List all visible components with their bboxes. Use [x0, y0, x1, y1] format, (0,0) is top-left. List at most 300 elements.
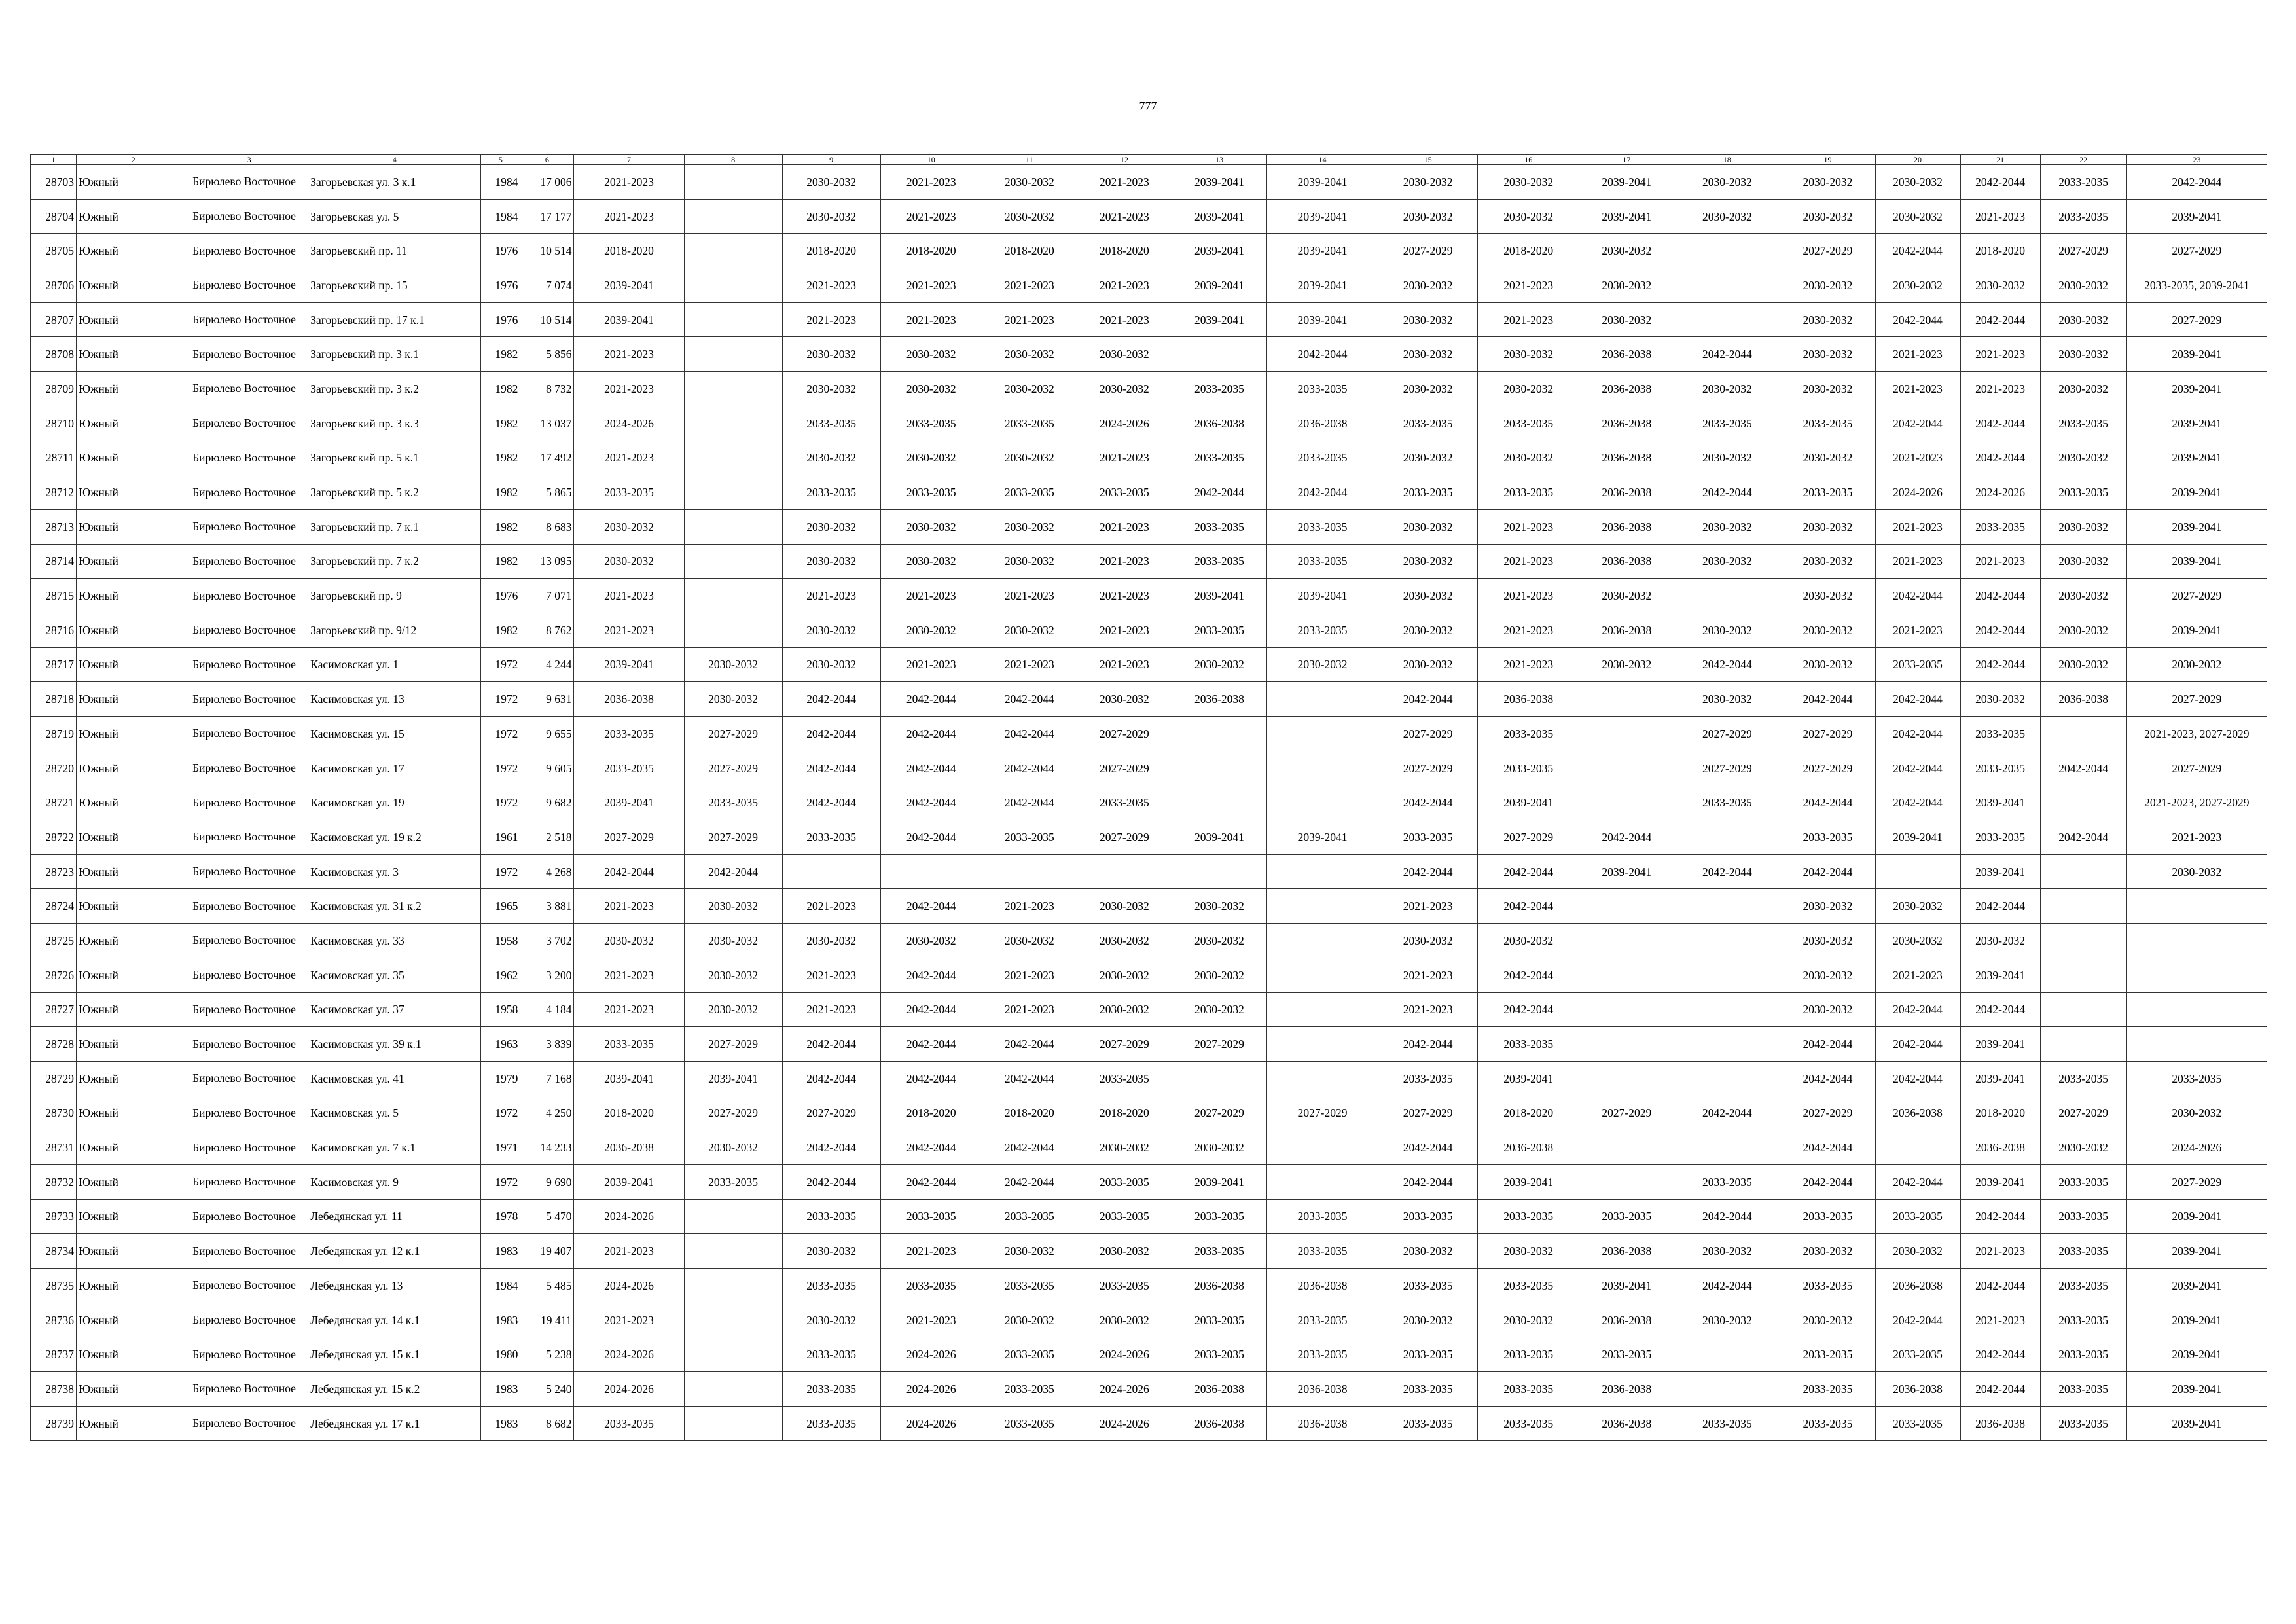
cell-col-15: 2033-2035 — [1378, 1337, 1478, 1372]
cell-address: Касимовская ул. 1 — [308, 647, 481, 682]
cell-col-13: 2030-2032 — [1172, 958, 1266, 992]
cell-col-7: 2021-2023 — [574, 1234, 684, 1269]
cell-col-14: 2039-2041 — [1267, 199, 1378, 234]
cell-row-number: 28714 — [31, 544, 77, 579]
cell-col-15: 2042-2044 — [1378, 854, 1478, 889]
cell-area: Бирюлево Восточное — [190, 958, 308, 992]
cell-col-16: 2033-2035 — [1478, 1027, 1579, 1062]
cell-area: Бирюлево Восточное — [190, 509, 308, 544]
cell-col-23: 2039-2041 — [2126, 1199, 2267, 1234]
cell-year: 1976 — [481, 268, 520, 303]
cell-area-sqm: 4 184 — [520, 992, 574, 1027]
cell-col-18 — [1674, 234, 1780, 268]
cell-col-20: 2042-2044 — [1875, 751, 1960, 785]
cell-col-12: 2033-2035 — [1077, 1061, 1172, 1096]
cell-col-10: 2042-2044 — [880, 889, 982, 924]
cell-col-10: 2021-2023 — [880, 1303, 982, 1337]
cell-col-15: 2021-2023 — [1378, 889, 1478, 924]
cell-col-14: 2030-2032 — [1267, 647, 1378, 682]
cell-col-8 — [684, 613, 782, 647]
cell-col-12: 2027-2029 — [1077, 751, 1172, 785]
table-row — [31, 337, 2267, 372]
cell-col-14: 2039-2041 — [1267, 579, 1378, 613]
cell-col-14: 2042-2044 — [1267, 337, 1378, 372]
cell-col-14: 2039-2041 — [1267, 302, 1378, 337]
cell-col-17 — [1579, 751, 1674, 785]
cell-col-12: 2021-2023 — [1077, 647, 1172, 682]
cell-district: Южный — [77, 268, 190, 303]
cell-col-11: 2033-2035 — [982, 1372, 1077, 1407]
cell-area: Бирюлево Восточное — [190, 682, 308, 717]
cell-col-20: 2030-2032 — [1875, 268, 1960, 303]
cell-col-19: 2033-2035 — [1780, 1372, 1875, 1407]
cell-col-14 — [1267, 889, 1378, 924]
cell-col-15: 2042-2044 — [1378, 1164, 1478, 1199]
cell-col-14: 2036-2038 — [1267, 406, 1378, 441]
cell-col-16: 2033-2035 — [1478, 751, 1579, 785]
cell-col-21: 2021-2023 — [1960, 337, 2040, 372]
cell-col-23: 2039-2041 — [2126, 475, 2267, 510]
cell-col-20: 2033-2035 — [1875, 1199, 1960, 1234]
cell-address: Касимовская ул. 5 — [308, 1096, 481, 1130]
table-row — [31, 544, 2267, 579]
cell-col-22: 2033-2035 — [2040, 406, 2126, 441]
cell-col-22: 2033-2035 — [2040, 1303, 2126, 1337]
cell-col-23: 2039-2041 — [2126, 544, 2267, 579]
cell-row-number: 28737 — [31, 1337, 77, 1372]
cell-col-13: 2036-2038 — [1172, 1269, 1266, 1303]
cell-col-8: 2030-2032 — [684, 889, 782, 924]
cell-col-8 — [684, 302, 782, 337]
cell-year: 1976 — [481, 579, 520, 613]
cell-col-19: 2030-2032 — [1780, 165, 1875, 200]
cell-col-8 — [684, 544, 782, 579]
cell-col-22: 2033-2035 — [2040, 475, 2126, 510]
cell-address: Загорьевский пр. 11 — [308, 234, 481, 268]
cell-col-16: 2042-2044 — [1478, 889, 1579, 924]
cell-col-12: 2021-2023 — [1077, 441, 1172, 475]
cell-col-8: 2030-2032 — [684, 924, 782, 958]
cell-col-7: 2042-2044 — [574, 854, 684, 889]
cell-col-7: 2021-2023 — [574, 372, 684, 406]
cell-district: Южный — [77, 234, 190, 268]
cell-col-23: 2030-2032 — [2126, 647, 2267, 682]
cell-col-19: 2030-2032 — [1780, 302, 1875, 337]
cell-col-17: 2033-2035 — [1579, 1337, 1674, 1372]
cell-col-13: 2027-2029 — [1172, 1096, 1266, 1130]
cell-year: 1983 — [481, 1234, 520, 1269]
cell-col-18: 2033-2035 — [1674, 406, 1780, 441]
cell-area-sqm: 2 518 — [520, 820, 574, 855]
cell-col-18: 2027-2029 — [1674, 717, 1780, 751]
cell-area-sqm: 5 856 — [520, 337, 574, 372]
cell-year: 1979 — [481, 1061, 520, 1096]
cell-col-12: 2033-2035 — [1077, 475, 1172, 510]
cell-col-17: 2030-2032 — [1579, 302, 1674, 337]
cell-col-14: 2033-2035 — [1267, 372, 1378, 406]
cell-col-10: 2030-2032 — [880, 924, 982, 958]
cell-col-18: 2030-2032 — [1674, 372, 1780, 406]
cell-row-number: 28703 — [31, 165, 77, 200]
cell-col-13 — [1172, 785, 1266, 820]
cell-area-sqm: 5 865 — [520, 475, 574, 510]
cell-col-21: 2042-2044 — [1960, 1372, 2040, 1407]
cell-col-8 — [684, 199, 782, 234]
cell-col-15: 2027-2029 — [1378, 1096, 1478, 1130]
cell-col-9: 2033-2035 — [782, 406, 880, 441]
table-row — [31, 992, 2267, 1027]
cell-row-number: 28705 — [31, 234, 77, 268]
cell-col-20: 2030-2032 — [1875, 199, 1960, 234]
cell-col-19: 2042-2044 — [1780, 1061, 1875, 1096]
cell-col-16: 2039-2041 — [1478, 1164, 1579, 1199]
cell-col-9: 2030-2032 — [782, 509, 880, 544]
cell-col-21: 2021-2023 — [1960, 199, 2040, 234]
cell-col-8 — [684, 475, 782, 510]
cell-col-14 — [1267, 751, 1378, 785]
column-number-8: 8 — [684, 155, 782, 165]
cell-col-20: 2021-2023 — [1875, 958, 1960, 992]
cell-col-18: 2033-2035 — [1674, 785, 1780, 820]
cell-col-19: 2030-2032 — [1780, 958, 1875, 992]
cell-district: Южный — [77, 924, 190, 958]
cell-col-20 — [1875, 854, 1960, 889]
cell-col-20: 2039-2041 — [1875, 820, 1960, 855]
cell-col-13: 2039-2041 — [1172, 820, 1266, 855]
cell-col-22: 2033-2035 — [2040, 1337, 2126, 1372]
cell-col-22: 2036-2038 — [2040, 682, 2126, 717]
cell-col-23 — [2126, 889, 2267, 924]
cell-area-sqm: 8 762 — [520, 613, 574, 647]
cell-district: Южный — [77, 1199, 190, 1234]
cell-row-number: 28733 — [31, 1199, 77, 1234]
column-number-1: 1 — [31, 155, 77, 165]
cell-col-12: 2018-2020 — [1077, 1096, 1172, 1130]
cell-col-11: 2042-2044 — [982, 1164, 1077, 1199]
cell-col-8: 2030-2032 — [684, 992, 782, 1027]
cell-col-16: 2033-2035 — [1478, 1372, 1579, 1407]
table-row — [31, 1096, 2267, 1130]
cell-col-16: 2021-2023 — [1478, 613, 1579, 647]
cell-col-22: 2030-2032 — [2040, 441, 2126, 475]
cell-col-19: 2030-2032 — [1780, 544, 1875, 579]
cell-col-20: 2042-2044 — [1875, 234, 1960, 268]
cell-col-20: 2030-2032 — [1875, 924, 1960, 958]
cell-col-14: 2033-2035 — [1267, 1234, 1378, 1269]
cell-address: Загорьевская ул. 3 к.1 — [308, 165, 481, 200]
cell-year: 1972 — [481, 1164, 520, 1199]
cell-district: Южный — [77, 1269, 190, 1303]
cell-area: Бирюлево Восточное — [190, 717, 308, 751]
cell-row-number: 28709 — [31, 372, 77, 406]
cell-year: 1984 — [481, 199, 520, 234]
cell-col-15: 2030-2032 — [1378, 544, 1478, 579]
cell-row-number: 28724 — [31, 889, 77, 924]
cell-col-18 — [1674, 302, 1780, 337]
cell-col-12: 2021-2023 — [1077, 165, 1172, 200]
cell-col-12: 2030-2032 — [1077, 1234, 1172, 1269]
cell-col-9: 2030-2032 — [782, 1234, 880, 1269]
cell-col-7: 2030-2032 — [574, 544, 684, 579]
cell-col-17: 2036-2038 — [1579, 613, 1674, 647]
cell-col-19: 2042-2044 — [1780, 785, 1875, 820]
cell-col-17: 2036-2038 — [1579, 509, 1674, 544]
cell-col-10: 2030-2032 — [880, 337, 982, 372]
cell-year: 1982 — [481, 475, 520, 510]
cell-col-20: 2021-2023 — [1875, 441, 1960, 475]
cell-year: 1972 — [481, 751, 520, 785]
cell-row-number: 28722 — [31, 820, 77, 855]
cell-area-sqm: 3 839 — [520, 1027, 574, 1062]
cell-address: Лебедянская ул. 11 — [308, 1199, 481, 1234]
table-row — [31, 1164, 2267, 1199]
cell-area-sqm: 5 470 — [520, 1199, 574, 1234]
table-row — [31, 579, 2267, 613]
cell-area-sqm: 14 233 — [520, 1130, 574, 1165]
cell-col-23: 2027-2029 — [2126, 579, 2267, 613]
cell-col-18: 2033-2035 — [1674, 1406, 1780, 1441]
cell-col-7: 2039-2041 — [574, 647, 684, 682]
cell-address: Касимовская ул. 9 — [308, 1164, 481, 1199]
cell-col-20: 2024-2026 — [1875, 475, 1960, 510]
table-row — [31, 475, 2267, 510]
cell-col-12: 2021-2023 — [1077, 268, 1172, 303]
cell-col-11: 2030-2032 — [982, 1303, 1077, 1337]
cell-row-number: 28711 — [31, 441, 77, 475]
cell-col-17: 2036-2038 — [1579, 544, 1674, 579]
cell-area: Бирюлево Восточное — [190, 924, 308, 958]
cell-col-17: 2036-2038 — [1579, 441, 1674, 475]
cell-col-20: 2033-2035 — [1875, 647, 1960, 682]
cell-area: Бирюлево Восточное — [190, 1096, 308, 1130]
cell-col-13: 2036-2038 — [1172, 1372, 1266, 1407]
table-row — [31, 441, 2267, 475]
cell-year: 1958 — [481, 924, 520, 958]
cell-col-9: 2030-2032 — [782, 165, 880, 200]
cell-col-12: 2030-2032 — [1077, 1303, 1172, 1337]
cell-address: Загорьевский пр. 5 к.1 — [308, 441, 481, 475]
cell-col-15: 2030-2032 — [1378, 579, 1478, 613]
cell-row-number: 28725 — [31, 924, 77, 958]
cell-area-sqm: 7 074 — [520, 268, 574, 303]
cell-col-8 — [684, 1372, 782, 1407]
cell-col-20: 2021-2023 — [1875, 613, 1960, 647]
cell-col-8 — [684, 406, 782, 441]
cell-col-12: 2021-2023 — [1077, 579, 1172, 613]
cell-area: Бирюлево Восточное — [190, 199, 308, 234]
cell-area: Бирюлево Восточное — [190, 234, 308, 268]
cell-district: Южный — [77, 854, 190, 889]
cell-col-17: 2039-2041 — [1579, 165, 1674, 200]
cell-year: 1978 — [481, 1199, 520, 1234]
cell-col-22: 2033-2035 — [2040, 1199, 2126, 1234]
cell-col-9: 2021-2023 — [782, 268, 880, 303]
cell-year: 1963 — [481, 1027, 520, 1062]
cell-col-16: 2030-2032 — [1478, 165, 1579, 200]
cell-col-15: 2030-2032 — [1378, 268, 1478, 303]
cell-col-10: 2042-2044 — [880, 751, 982, 785]
cell-col-17 — [1579, 889, 1674, 924]
cell-col-21: 2042-2044 — [1960, 992, 2040, 1027]
cell-col-13: 2030-2032 — [1172, 647, 1266, 682]
cell-col-23: 2039-2041 — [2126, 406, 2267, 441]
column-number-18: 18 — [1674, 155, 1780, 165]
cell-col-8: 2027-2029 — [684, 751, 782, 785]
cell-col-8 — [684, 1269, 782, 1303]
cell-col-15: 2030-2032 — [1378, 337, 1478, 372]
cell-col-7: 2039-2041 — [574, 1164, 684, 1199]
cell-col-8 — [684, 1303, 782, 1337]
cell-row-number: 28727 — [31, 992, 77, 1027]
cell-address: Загорьевский пр. 3 к.3 — [308, 406, 481, 441]
cell-year: 1971 — [481, 1130, 520, 1165]
cell-col-8: 2039-2041 — [684, 1061, 782, 1096]
cell-col-10: 2033-2035 — [880, 475, 982, 510]
cell-col-23: 2039-2041 — [2126, 613, 2267, 647]
cell-district: Южный — [77, 337, 190, 372]
cell-address: Касимовская ул. 19 к.2 — [308, 820, 481, 855]
cell-col-16: 2042-2044 — [1478, 992, 1579, 1027]
table-row — [31, 647, 2267, 682]
cell-col-18 — [1674, 889, 1780, 924]
cell-col-17 — [1579, 992, 1674, 1027]
cell-year: 1958 — [481, 992, 520, 1027]
cell-col-18: 2030-2032 — [1674, 613, 1780, 647]
column-number-17: 17 — [1579, 155, 1674, 165]
cell-col-13 — [1172, 1061, 1266, 1096]
cell-year: 1972 — [481, 717, 520, 751]
cell-col-16: 2033-2035 — [1478, 1199, 1579, 1234]
cell-district: Южный — [77, 441, 190, 475]
cell-area-sqm: 8 682 — [520, 1406, 574, 1441]
cell-col-17: 2030-2032 — [1579, 268, 1674, 303]
cell-col-15: 2030-2032 — [1378, 613, 1478, 647]
cell-col-17: 2027-2029 — [1579, 1096, 1674, 1130]
cell-col-18: 2027-2029 — [1674, 751, 1780, 785]
cell-col-16: 2030-2032 — [1478, 924, 1579, 958]
cell-col-7: 2021-2023 — [574, 958, 684, 992]
cell-col-22: 2030-2032 — [2040, 544, 2126, 579]
cell-col-20: 2042-2044 — [1875, 302, 1960, 337]
cell-col-19: 2033-2035 — [1780, 1337, 1875, 1372]
cell-col-10: 2018-2020 — [880, 1096, 982, 1130]
cell-col-16: 2018-2020 — [1478, 234, 1579, 268]
column-number-9: 9 — [782, 155, 880, 165]
cell-col-15: 2033-2035 — [1378, 1372, 1478, 1407]
cell-col-21: 2042-2044 — [1960, 647, 2040, 682]
table-row — [31, 854, 2267, 889]
cell-col-10: 2021-2023 — [880, 579, 982, 613]
cell-col-18: 2030-2032 — [1674, 544, 1780, 579]
cell-col-18: 2042-2044 — [1674, 1199, 1780, 1234]
cell-col-11: 2030-2032 — [982, 441, 1077, 475]
cell-col-9: 2030-2032 — [782, 613, 880, 647]
cell-col-18 — [1674, 820, 1780, 855]
cell-col-18 — [1674, 1130, 1780, 1165]
cell-col-15: 2033-2035 — [1378, 475, 1478, 510]
table-row — [31, 234, 2267, 268]
cell-col-19: 2030-2032 — [1780, 889, 1875, 924]
cell-address: Касимовская ул. 17 — [308, 751, 481, 785]
cell-col-16: 2033-2035 — [1478, 475, 1579, 510]
cell-col-22 — [2040, 889, 2126, 924]
cell-col-13: 2033-2035 — [1172, 1234, 1266, 1269]
cell-address: Касимовская ул. 37 — [308, 992, 481, 1027]
cell-col-11: 2033-2035 — [982, 820, 1077, 855]
cell-col-11: 2042-2044 — [982, 1061, 1077, 1096]
cell-col-8: 2033-2035 — [684, 785, 782, 820]
cell-area-sqm: 13 037 — [520, 406, 574, 441]
cell-col-19: 2030-2032 — [1780, 441, 1875, 475]
cell-col-10: 2033-2035 — [880, 1199, 982, 1234]
cell-col-22: 2033-2035 — [2040, 1234, 2126, 1269]
cell-col-7: 2033-2035 — [574, 751, 684, 785]
cell-col-8: 2027-2029 — [684, 717, 782, 751]
cell-district: Южный — [77, 1303, 190, 1337]
cell-address: Лебедянская ул. 15 к.2 — [308, 1372, 481, 1407]
cell-row-number: 28719 — [31, 717, 77, 751]
cell-col-11: 2033-2035 — [982, 475, 1077, 510]
cell-row-number: 28720 — [31, 751, 77, 785]
cell-col-21: 2033-2035 — [1960, 509, 2040, 544]
column-number-3: 3 — [190, 155, 308, 165]
table-row — [31, 1406, 2267, 1441]
cell-col-8: 2033-2035 — [684, 1164, 782, 1199]
cell-col-9: 2021-2023 — [782, 889, 880, 924]
cell-col-23: 2024-2026 — [2126, 1130, 2267, 1165]
cell-area: Бирюлево Восточное — [190, 372, 308, 406]
cell-col-21: 2042-2044 — [1960, 165, 2040, 200]
cell-col-13: 2027-2029 — [1172, 1027, 1266, 1062]
cell-col-22: 2030-2032 — [2040, 372, 2126, 406]
table-row — [31, 1061, 2267, 1096]
cell-col-23 — [2126, 1027, 2267, 1062]
cell-col-15: 2033-2035 — [1378, 1061, 1478, 1096]
cell-area-sqm: 4 244 — [520, 647, 574, 682]
cell-col-11: 2042-2044 — [982, 1027, 1077, 1062]
column-number-5: 5 — [481, 155, 520, 165]
column-number-2: 2 — [77, 155, 190, 165]
cell-col-19: 2030-2032 — [1780, 1234, 1875, 1269]
cell-area-sqm: 4 268 — [520, 854, 574, 889]
cell-district: Южный — [77, 682, 190, 717]
cell-col-12: 2018-2020 — [1077, 234, 1172, 268]
cell-area: Бирюлево Восточное — [190, 1269, 308, 1303]
cell-col-16: 2030-2032 — [1478, 372, 1579, 406]
cell-col-11: 2033-2035 — [982, 1269, 1077, 1303]
cell-col-21: 2039-2041 — [1960, 785, 2040, 820]
cell-col-21: 2024-2026 — [1960, 475, 2040, 510]
cell-area-sqm: 9 690 — [520, 1164, 574, 1199]
cell-col-17: 2030-2032 — [1579, 579, 1674, 613]
cell-area: Бирюлево Восточное — [190, 441, 308, 475]
cell-col-13: 2030-2032 — [1172, 924, 1266, 958]
cell-col-15: 2030-2032 — [1378, 441, 1478, 475]
cell-district: Южный — [77, 889, 190, 924]
cell-col-22: 2042-2044 — [2040, 751, 2126, 785]
cell-area-sqm: 19 407 — [520, 1234, 574, 1269]
cell-col-22 — [2040, 717, 2126, 751]
cell-area-sqm: 19 411 — [520, 1303, 574, 1337]
cell-col-14: 2039-2041 — [1267, 268, 1378, 303]
cell-col-22 — [2040, 992, 2126, 1027]
cell-col-18 — [1674, 958, 1780, 992]
cell-col-16: 2042-2044 — [1478, 854, 1579, 889]
cell-col-17: 2036-2038 — [1579, 337, 1674, 372]
cell-col-22: 2033-2035 — [2040, 199, 2126, 234]
cell-col-15: 2030-2032 — [1378, 647, 1478, 682]
cell-district: Южный — [77, 717, 190, 751]
